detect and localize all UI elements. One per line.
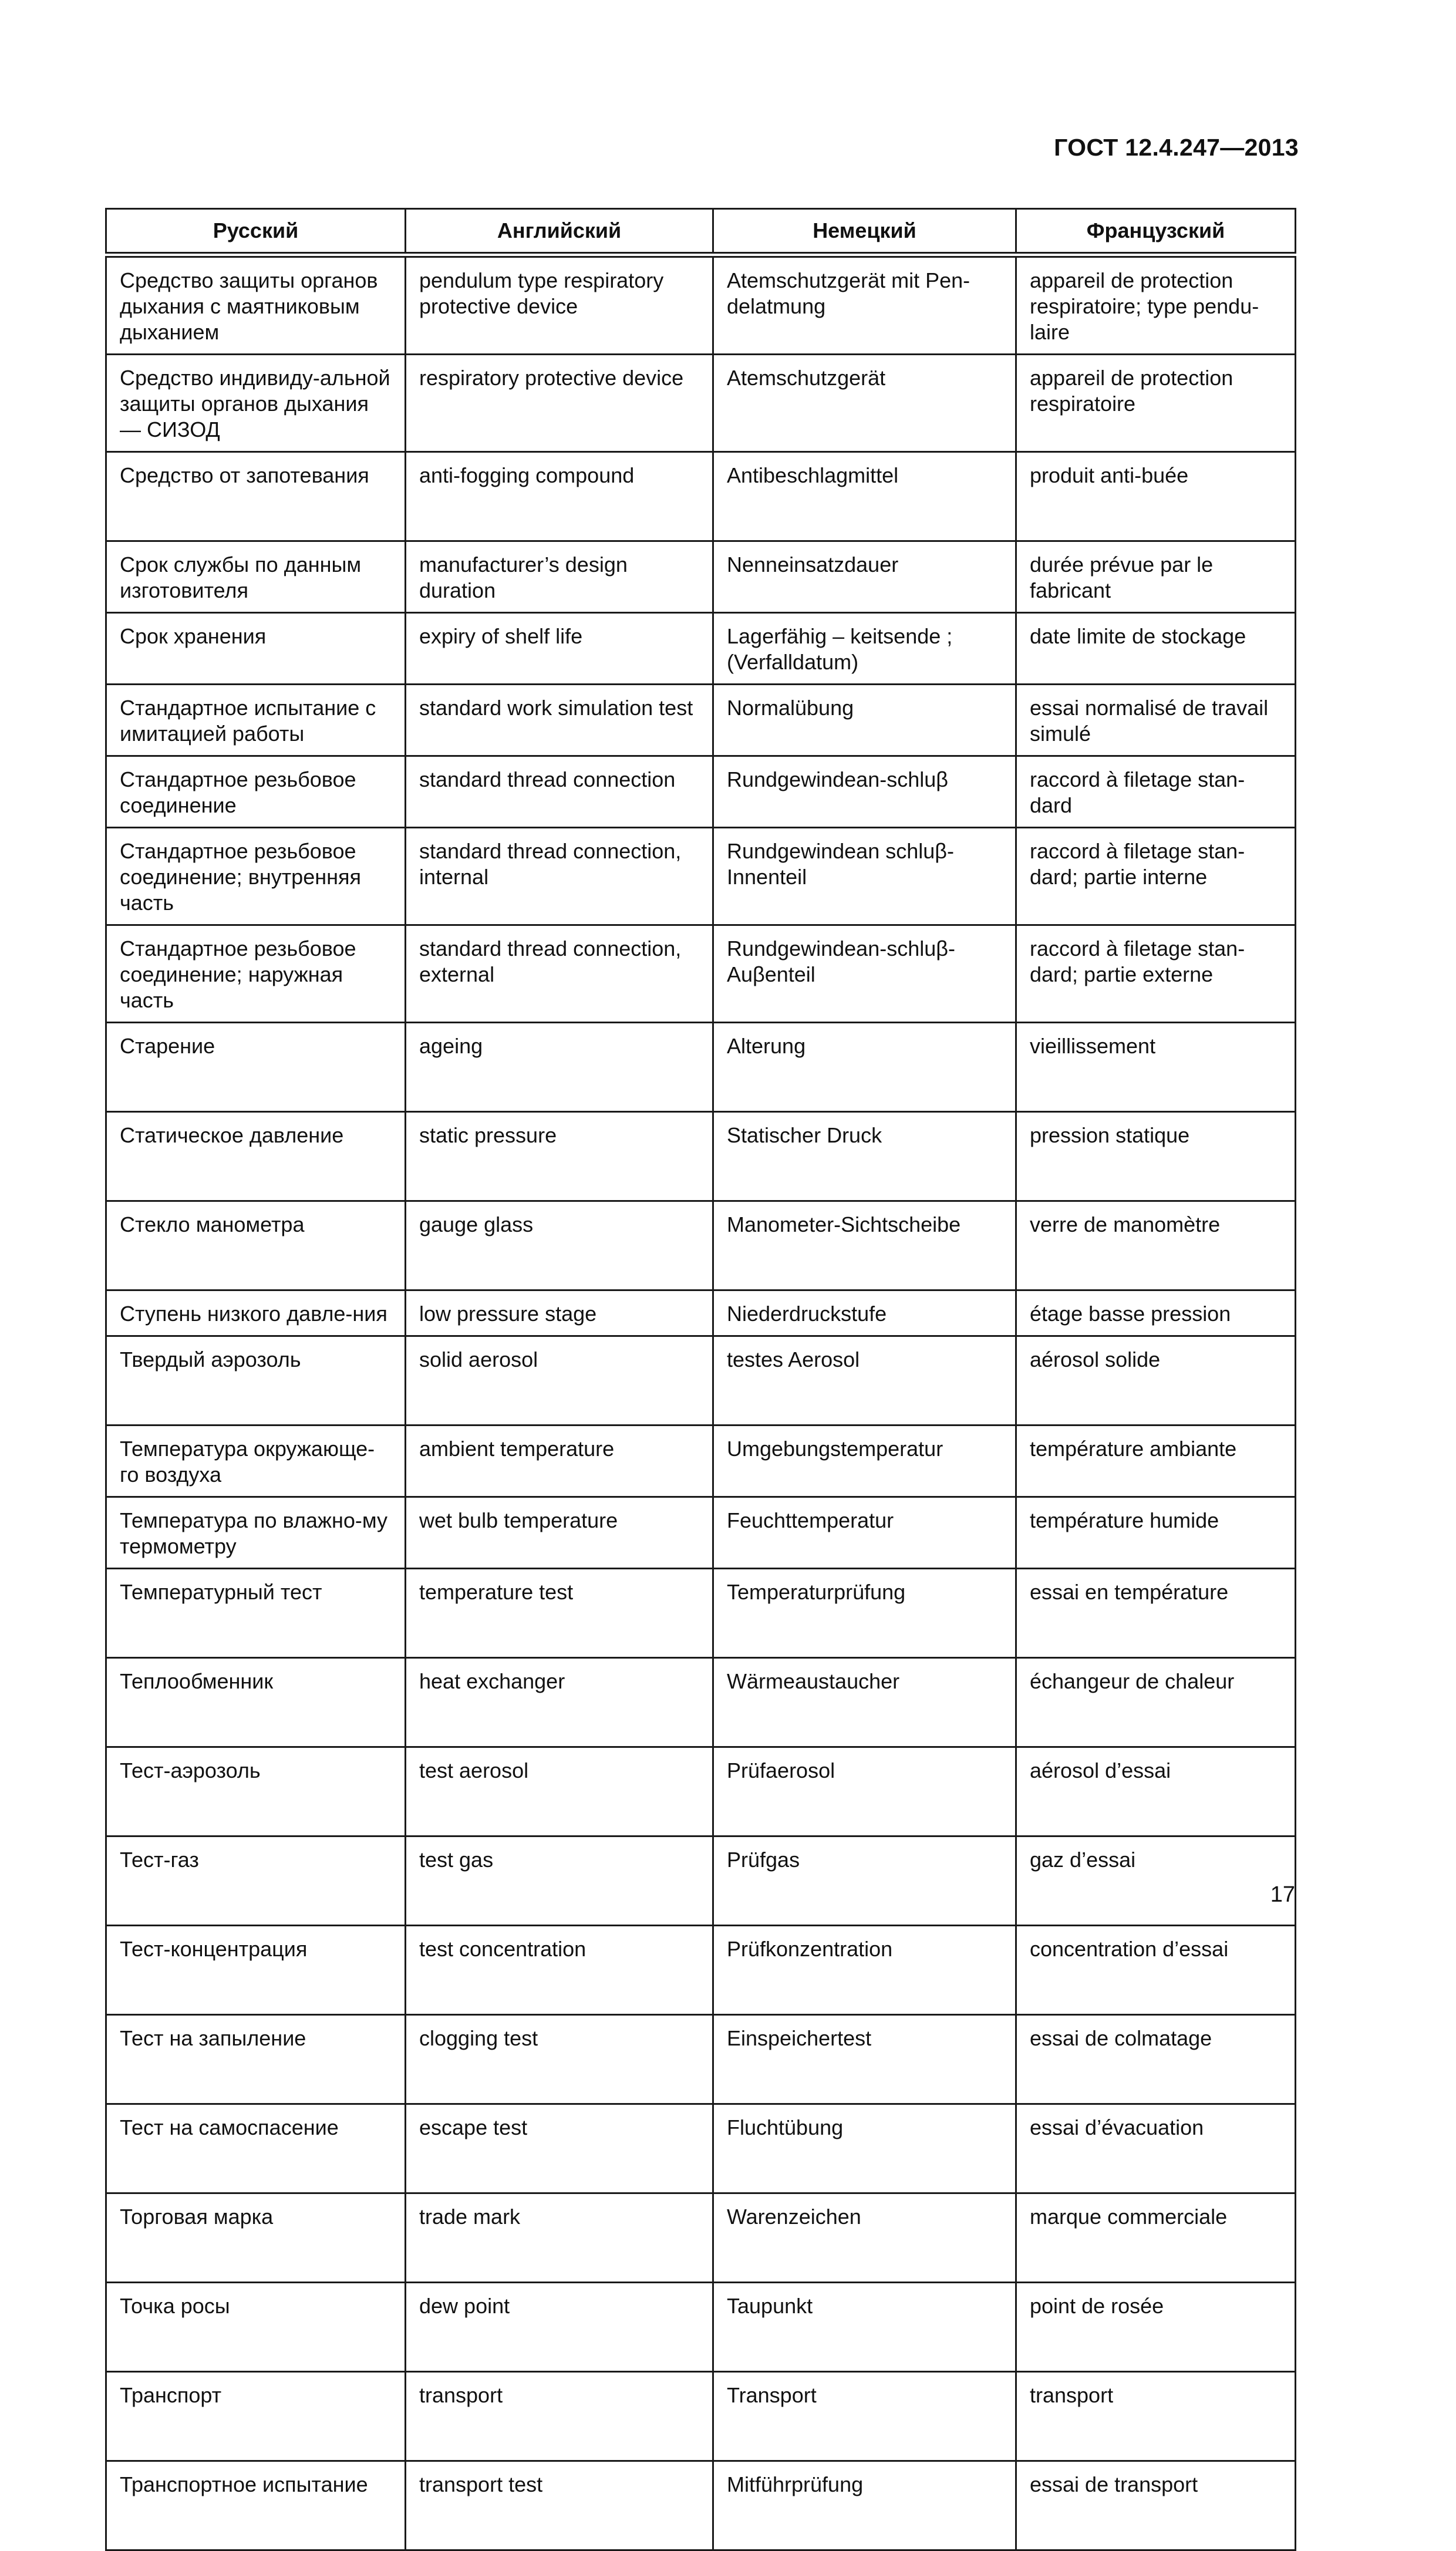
cell-german: Einspeichertest <box>713 2015 1016 2104</box>
cell-french: concentration d’essai <box>1016 1926 1296 2015</box>
cell-german: Warenzeichen <box>713 2193 1016 2283</box>
cell-french: essai normalisé de travail simulé <box>1016 685 1296 756</box>
cell-german: Fluchtübung <box>713 2104 1016 2193</box>
table-row <box>106 613 1296 685</box>
cell-french: point de rosée <box>1016 2283 1296 2372</box>
cell-russian: Теплообменник <box>106 1658 406 1747</box>
cell-english: wet bulb temperature <box>406 1497 713 1569</box>
table-body <box>106 255 1296 2550</box>
cell-russian: Срок службы по данным изготовителя <box>106 541 406 613</box>
cell-german: Prüfgas <box>713 1836 1016 1926</box>
cell-english: pendulum type respiratory protective device <box>406 255 713 355</box>
table-row <box>106 2283 1296 2372</box>
cell-french: essai d’évacuation <box>1016 2104 1296 2193</box>
table-row <box>106 1112 1296 1201</box>
table-row <box>106 1926 1296 2015</box>
cell-english: escape test <box>406 2104 713 2193</box>
table-row <box>106 1658 1296 1747</box>
cell-german: Manometer-Sichtscheibe <box>713 1201 1016 1290</box>
cell-french: produit anti-buée <box>1016 452 1296 541</box>
cell-russian: Стандартное резьбовое соединение; внутренняя часть <box>106 828 406 925</box>
cell-german: Normalübung <box>713 685 1016 756</box>
cell-russian: Температура окружающе-го воздуха <box>106 1426 406 1497</box>
cell-french: température ambiante <box>1016 1426 1296 1497</box>
cell-french: aérosol solide <box>1016 1336 1296 1426</box>
cell-english: low pressure stage <box>406 1290 713 1336</box>
cell-russian: Температура по влажно-му термометру <box>106 1497 406 1569</box>
column-header-russian: Русский <box>106 209 406 255</box>
cell-english: standard thread connection <box>406 756 713 828</box>
table-row <box>106 2104 1296 2193</box>
cell-russian: Транспорт <box>106 2372 406 2461</box>
cell-english: standard thread connection, internal <box>406 828 713 925</box>
cell-english: ageing <box>406 1023 713 1112</box>
cell-russian: Температурный тест <box>106 1569 406 1658</box>
cell-french: raccord à filetage stan-dard; partie interne <box>1016 828 1296 925</box>
cell-french: échangeur de chaleur <box>1016 1658 1296 1747</box>
table-row <box>106 756 1296 828</box>
cell-french: transport <box>1016 2372 1296 2461</box>
table-row <box>106 1023 1296 1112</box>
cell-german: Wärmeaustaucher <box>713 1658 1016 1747</box>
column-header-german: Немецкий <box>713 209 1016 255</box>
cell-french: appareil de protection respiratoire; type pendu-laire <box>1016 255 1296 355</box>
table-row <box>106 2372 1296 2461</box>
table-row <box>106 2461 1296 2550</box>
terms-table-container <box>105 208 1295 2551</box>
table-row <box>106 1569 1296 1658</box>
cell-english: heat exchanger <box>406 1658 713 1747</box>
cell-french: date limite de stockage <box>1016 613 1296 685</box>
cell-russian: Старение <box>106 1023 406 1112</box>
cell-english: test gas <box>406 1836 713 1926</box>
cell-german: Umgebungstemperatur <box>713 1426 1016 1497</box>
cell-german: Lagerfähig – keitsende ; (Verfalldatum) <box>713 613 1016 685</box>
cell-russian: Тест на запыление <box>106 2015 406 2104</box>
cell-russian: Средство от запотевания <box>106 452 406 541</box>
cell-german: Taupunkt <box>713 2283 1016 2372</box>
cell-russian: Ступень низкого давле-ния <box>106 1290 406 1336</box>
cell-english: clogging test <box>406 2015 713 2104</box>
cell-german: Rundgewindean schluβ-Innenteil <box>713 828 1016 925</box>
page-number: 17 <box>1270 1882 1295 1907</box>
cell-german: testes Aerosol <box>713 1336 1016 1426</box>
cell-russian: Тест-концентрация <box>106 1926 406 2015</box>
cell-german: Rundgewindean-schluβ-Auβenteil <box>713 925 1016 1023</box>
cell-german: Nenneinsatzdauer <box>713 541 1016 613</box>
cell-french: durée prévue par le fabricant <box>1016 541 1296 613</box>
cell-german: Prüfaerosol <box>713 1747 1016 1836</box>
cell-english: trade mark <box>406 2193 713 2283</box>
cell-russian: Торговая марка <box>106 2193 406 2283</box>
cell-russian: Стандартное испытание с имитацией работы <box>106 685 406 756</box>
cell-french: gaz d’essai <box>1016 1836 1296 1926</box>
cell-english: test aerosol <box>406 1747 713 1836</box>
terms-table <box>105 208 1296 2551</box>
cell-german: Atemschutzgerät mit Pen-delatmung <box>713 255 1016 355</box>
cell-french: pression statique <box>1016 1112 1296 1201</box>
table-row <box>106 685 1296 756</box>
cell-french: étage basse pression <box>1016 1290 1296 1336</box>
cell-english: dew point <box>406 2283 713 2372</box>
cell-russian: Тест на самоспасение <box>106 2104 406 2193</box>
cell-german: Atemschutzgerät <box>713 355 1016 452</box>
cell-german: Antibeschlagmittel <box>713 452 1016 541</box>
cell-french: température humide <box>1016 1497 1296 1569</box>
cell-german: Statischer Druck <box>713 1112 1016 1201</box>
table-row <box>106 541 1296 613</box>
table-row <box>106 452 1296 541</box>
document-code: ГОСТ 12.4.247—2013 <box>1054 134 1299 161</box>
table-row <box>106 1747 1296 1836</box>
table-row <box>106 1426 1296 1497</box>
cell-russian: Транспортное испытание <box>106 2461 406 2550</box>
table-row <box>106 1201 1296 1290</box>
cell-english: standard work simulation test <box>406 685 713 756</box>
cell-french: raccord à filetage stan-dard; partie externe <box>1016 925 1296 1023</box>
cell-english: anti-fogging compound <box>406 452 713 541</box>
cell-french: marque commerciale <box>1016 2193 1296 2283</box>
cell-english: gauge glass <box>406 1201 713 1290</box>
table-row <box>106 1497 1296 1569</box>
cell-french: raccord à filetage stan-dard <box>1016 756 1296 828</box>
cell-english: test concentration <box>406 1926 713 2015</box>
table-row <box>106 1336 1296 1426</box>
cell-french: essai de transport <box>1016 2461 1296 2550</box>
cell-english: static pressure <box>406 1112 713 1201</box>
cell-russian: Точка росы <box>106 2283 406 2372</box>
table-row <box>106 2193 1296 2283</box>
cell-german: Rundgewindean-schluβ <box>713 756 1016 828</box>
cell-english: ambient temperature <box>406 1426 713 1497</box>
cell-russian: Срок хранения <box>106 613 406 685</box>
cell-german: Prüfkonzentration <box>713 1926 1016 2015</box>
cell-french: vieillissement <box>1016 1023 1296 1112</box>
cell-french: verre de manomètre <box>1016 1201 1296 1290</box>
cell-french: aérosol d’essai <box>1016 1747 1296 1836</box>
table-row <box>106 1836 1296 1926</box>
cell-english: respiratory protective device <box>406 355 713 452</box>
cell-russian: Тест-аэрозоль <box>106 1747 406 1836</box>
cell-german: Feuchttemperatur <box>713 1497 1016 1569</box>
cell-russian: Статическое давление <box>106 1112 406 1201</box>
cell-english: solid aerosol <box>406 1336 713 1426</box>
cell-german: Alterung <box>713 1023 1016 1112</box>
cell-russian: Тест-газ <box>106 1836 406 1926</box>
cell-french: appareil de protection respiratoire <box>1016 355 1296 452</box>
cell-english: temperature test <box>406 1569 713 1658</box>
cell-english: manufacturer’s design duration <box>406 541 713 613</box>
cell-french: essai de colmatage <box>1016 2015 1296 2104</box>
table-row <box>106 828 1296 925</box>
cell-german: Temperaturprüfung <box>713 1569 1016 1658</box>
cell-german: Transport <box>713 2372 1016 2461</box>
table-row <box>106 1290 1296 1336</box>
cell-french: essai en température <box>1016 1569 1296 1658</box>
cell-russian: Стекло манометра <box>106 1201 406 1290</box>
cell-english: transport test <box>406 2461 713 2550</box>
cell-russian: Стандартное резьбовое соединение <box>106 756 406 828</box>
cell-russian: Средство защиты органов дыхания с маятниковым дыханием <box>106 255 406 355</box>
column-header-french: Французский <box>1016 209 1296 255</box>
cell-english: transport <box>406 2372 713 2461</box>
table-header-row <box>106 209 1296 255</box>
cell-german: Niederdruckstufe <box>713 1290 1016 1336</box>
cell-english: expiry of shelf life <box>406 613 713 685</box>
cell-russian: Средство индивиду-альной защиты органов дыхания — СИЗОД <box>106 355 406 452</box>
cell-english: standard thread connection, external <box>406 925 713 1023</box>
table-row <box>106 255 1296 355</box>
column-header-english: Английский <box>406 209 713 255</box>
cell-german: Mitführprüfung <box>713 2461 1016 2550</box>
table-row <box>106 925 1296 1023</box>
cell-russian: Твердый аэрозоль <box>106 1336 406 1426</box>
cell-russian: Стандартное резьбовое соединение; наружная часть <box>106 925 406 1023</box>
table-row <box>106 355 1296 452</box>
